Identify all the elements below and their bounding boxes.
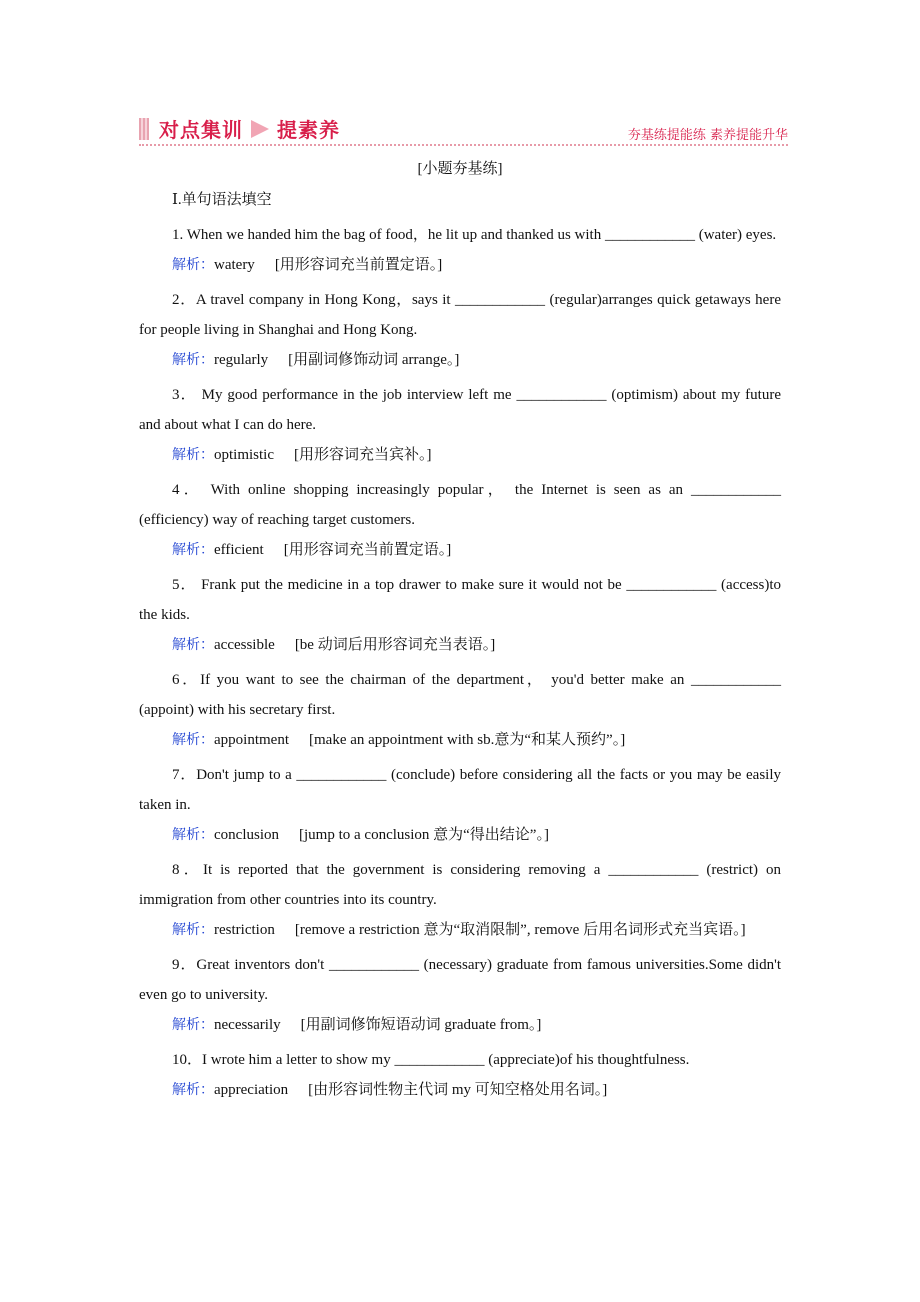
answer-word: efficient <box>214 542 264 558</box>
question-2: 2．A travel company in Hong Kong，says it ____________ (regular)arranges quick getaways here for people living in Shanghai and Hong Kong. <box>139 292 781 338</box>
question-8: 8．It is reported that the government is considering removing a ____________ (restrict) on immigration from other countries into its country. <box>139 862 781 908</box>
answer-10 <box>139 1075 781 1105</box>
answer-explanation: [用形容词充当前置定语。] <box>283 542 452 558</box>
answer-explanation: [jump to a conclusion 意为“得出结论”。] <box>299 827 549 843</box>
answer-explanation: [用副词修饰短语动词 graduate from。] <box>300 1017 542 1033</box>
answer-1 <box>139 250 781 280</box>
answer-label: 解析： <box>172 257 214 273</box>
answer-word: watery <box>214 257 255 273</box>
question-3: 3． My good performance in the job interview left me ____________ (optimism) about my future and about what I can do here. <box>139 387 781 433</box>
answer-label: 解析： <box>172 542 214 558</box>
decorative-bars-icon <box>139 118 149 140</box>
answer-word: optimistic <box>214 447 274 463</box>
answer-7 <box>139 820 781 850</box>
answer-label: 解析： <box>172 352 214 368</box>
answer-explanation: [be 动词后用形容词充当表语。] <box>294 637 496 653</box>
question-5: 5． Frank put the medicine in a top drawer to make sure it would not be ____________ (access)to the kids. <box>139 577 781 623</box>
question-6: 6．If you want to see the chairman of the department， you'd better make an ____________ (appoint) with his secretary first. <box>139 672 781 718</box>
answer-explanation: [make an appointment with sb.意为“和某人预约”。] <box>309 732 626 748</box>
arrow-right-icon <box>251 120 269 138</box>
question-7: 7．Don't jump to a ____________ (conclude) before considering all the facts or you may be easily taken in. <box>139 767 781 813</box>
question-9: 9．Great inventors don't ____________ (necessary) graduate from famous universities.Some didn't even go to university. <box>139 957 781 1003</box>
section-header <box>139 114 788 146</box>
answer-5 <box>139 630 781 660</box>
exercise-list <box>139 215 781 1105</box>
question-1: 1. When we handed him the bag of food，he lit up and thanked us with ____________ (water) eyes. <box>172 227 777 243</box>
answer-label: 解析： <box>172 1017 214 1033</box>
question-10: 10．I wrote him a letter to show my ____________ (appreciate)of his thoughtfulness. <box>172 1052 690 1068</box>
answer-label: 解析： <box>172 1082 214 1098</box>
answer-word: necessarily <box>214 1017 281 1033</box>
answer-explanation: [由形容词性物主代词 my 可知空格处用名词。] <box>308 1082 608 1098</box>
answer-word: appointment <box>214 732 289 748</box>
header-title-left: 对点集训 <box>159 118 243 142</box>
answer-explanation: [用形容词充当宾补。] <box>294 447 432 463</box>
answer-explanation: [remove a restriction 意为“取消限制”, remove 后用名词形式充当宾语。] <box>294 922 746 938</box>
answer-6 <box>139 725 781 755</box>
section-heading: Ⅰ.单句语法填空 <box>172 192 272 208</box>
header-tagline: 夯基练提能练 素养提能升华 <box>627 128 788 143</box>
answer-label: 解析： <box>172 637 214 653</box>
answer-9 <box>139 1010 781 1040</box>
answer-label: 解析： <box>172 922 214 938</box>
subtitle: [小题夯基练] <box>417 161 503 177</box>
answer-word: conclusion <box>214 827 279 843</box>
answer-word: restriction <box>214 922 275 938</box>
answer-word: regularly <box>214 352 269 368</box>
answer-2 <box>139 345 781 375</box>
answer-word: appreciation <box>214 1082 289 1098</box>
answer-explanation: [用形容词充当前置定语。] <box>274 257 443 273</box>
header-title-right: 提素养 <box>277 118 340 142</box>
answer-label: 解析： <box>172 827 214 843</box>
answer-word: accessible <box>214 637 275 653</box>
answer-explanation: [用副词修饰动词 arrange。] <box>288 352 460 368</box>
header-title <box>159 114 340 143</box>
question-4: 4． With online shopping increasingly popular， the Internet is seen as an ____________ (efficiency) way of reaching target customers. <box>139 482 781 528</box>
answer-8 <box>139 915 781 945</box>
answer-4 <box>139 535 781 565</box>
answer-label: 解析： <box>172 732 214 748</box>
answer-label: 解析： <box>172 447 214 463</box>
answer-3 <box>139 440 781 470</box>
